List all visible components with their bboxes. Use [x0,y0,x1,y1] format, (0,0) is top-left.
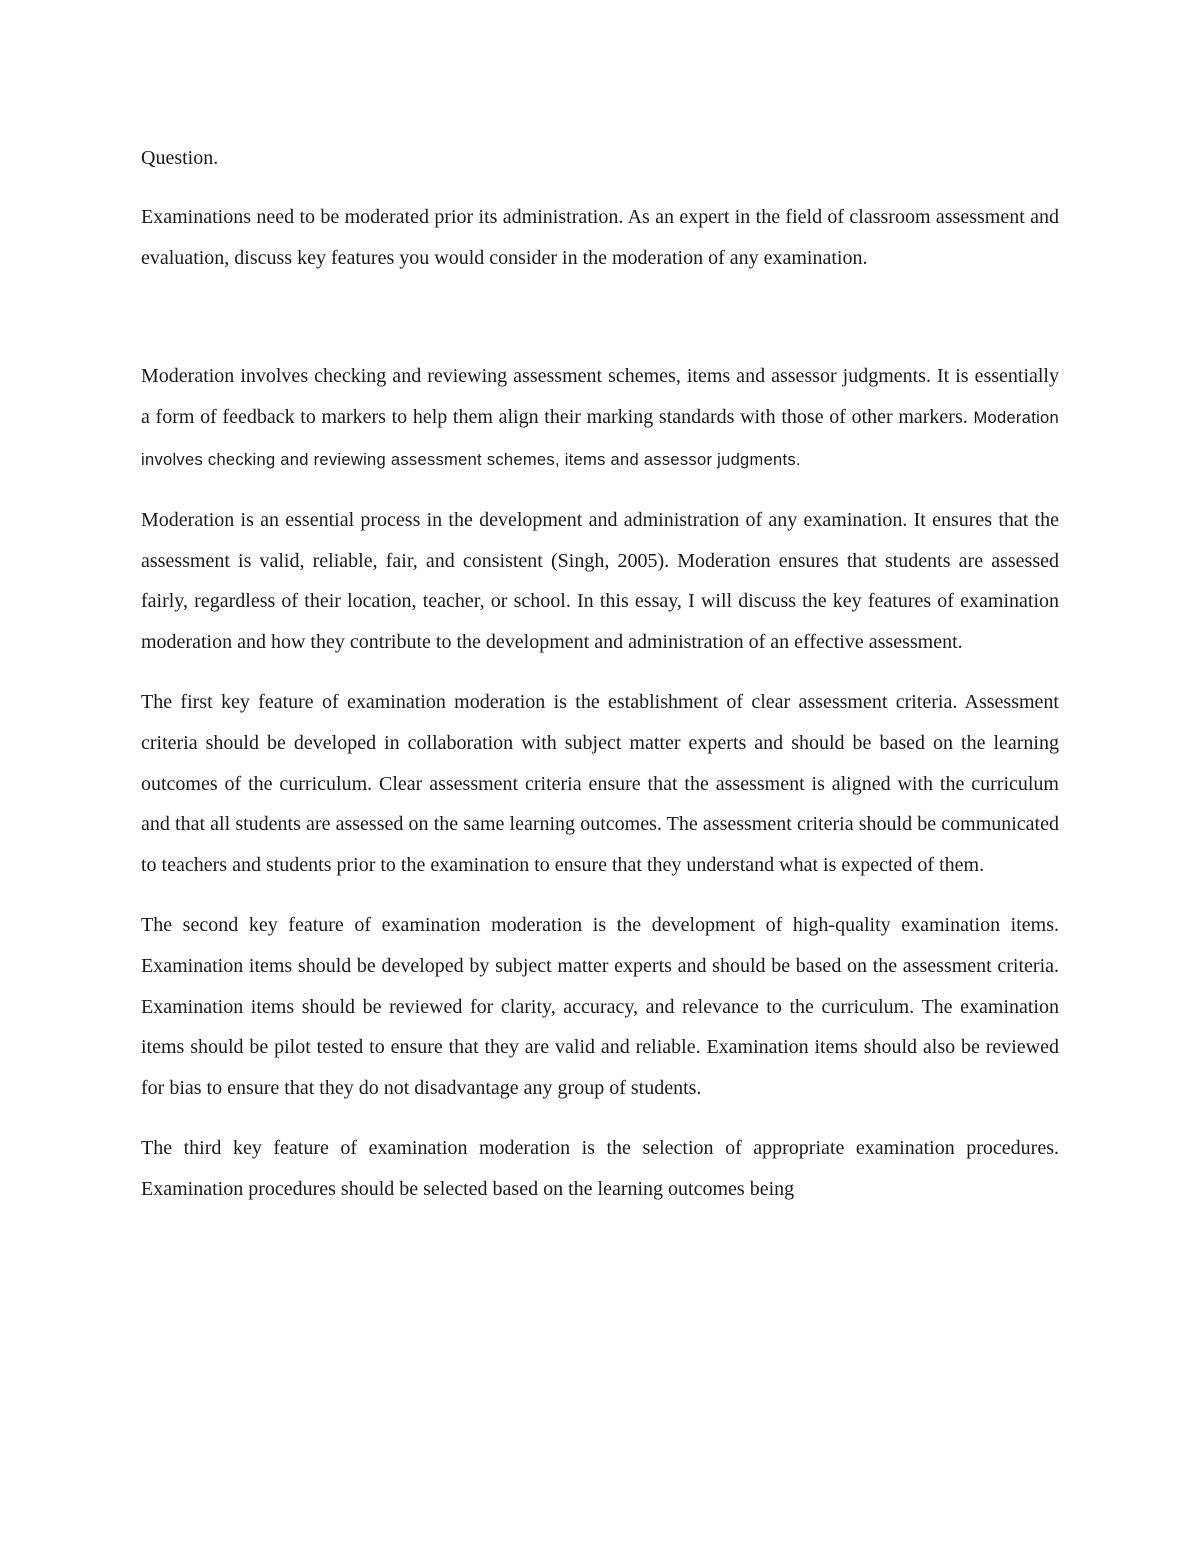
paragraph-moderation-definition-serif: Moderation involves checking and reviewing assessment schemes, items and assessor judgments. It is essentially a form of feedback to markers to help them align their marking standards with those of other markers. [141,365,1059,429]
paragraph-moderation-definition [141,356,1059,480]
question-text: Examinations need to be moderated prior its administration. As an expert in the field of classroom assessment and evaluation, discuss key features you would consider in the moderation of any examination. [141,205,1059,269]
paragraph-moderation-definition-sans: Moderation involves checking and reviewing assessment schemes, items and assessor judgments. [141,409,1060,469]
paragraph-third-key-feature: The third key feature of examination moderation is the selection of appropriate examination procedures. Examination procedures should be selected based on the learning outcomes being [141,1136,1059,1200]
document-body [141,138,1059,1229]
paragraph-first-key-feature: The first key feature of examination moderation is the establishment of clear assessment criteria. Assessment criteria should be developed in collaboration with subject matter experts and should be based on the learning outcomes of the curriculum. Clear assessment criteria ensure that the assessment is aligned with the curriculum and that all students are assessed on the same learning outcomes. The assessment criteria should be communicated to teachers and students prior to the examination to ensure that they understand what is expected of them. [141,690,1059,877]
question-heading: Question. [141,147,219,169]
paragraph-second-key-feature: The second key feature of examination moderation is the development of high-quality examination items. Examination items should be developed by subject matter experts and should be based on the assessment criteria. Examination items should be reviewed for clarity, accuracy, and relevance to the curriculum. The examination items should be pilot tested to ensure that they are valid and reliable. Examination items should also be reviewed for bias to ensure that they do not disadvantage any group of students. [141,913,1059,1100]
paragraph-moderation-importance: Moderation is an essential process in the development and administration of any examination. It ensures that the assessment is valid, reliable, fair, and consistent (Singh, 2005). Moderation ensures that students are assessed fairly, regardless of their location, teacher, or school. In this essay, I will discuss the key features of examination moderation and how they contribute to the development and administration of an effective assessment. [141,508,1059,654]
